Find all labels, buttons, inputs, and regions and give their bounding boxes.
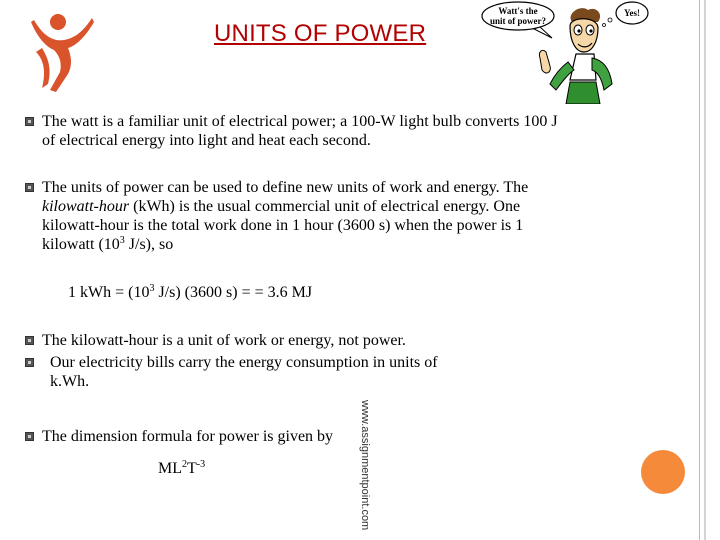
exponent: 3: [119, 235, 125, 246]
paragraph-line: The kilowatt-hour is a unit of work or energy, not power.: [42, 332, 406, 349]
exponent: 2: [182, 459, 187, 470]
paragraph-not-power: [42, 331, 406, 350]
paragraph-line: The dimension formula for power is given by: [42, 428, 334, 445]
bullet-icon: [25, 183, 33, 191]
decorative-circle: [641, 450, 685, 494]
paragraph-line: of electrical energy into light and heat each second.: [42, 132, 371, 149]
exponent: -3: [196, 459, 206, 470]
bullet-icon: [25, 432, 33, 440]
paragraph-line: The watt is a familiar unit of electrical power; a 100-W light bulb converts 100 J: [42, 113, 558, 130]
cartoon-question-line1: Watt's the: [498, 6, 538, 16]
paragraph-text: kilowatt (10: [42, 236, 120, 253]
formula-text: ML: [158, 460, 182, 477]
paragraph-line: kilowatt-hour is the total work done in 1 hour (3600 s) when the power is 1: [42, 217, 524, 234]
cartoon-answer: Yes!: [624, 8, 640, 18]
paragraph-line: k.Wh.: [50, 373, 90, 390]
kwh-equation: [68, 283, 312, 302]
paragraph-text: (kWh) is the usual commercial unit of electrical energy. One: [129, 198, 521, 215]
exponent: 3: [149, 283, 155, 294]
bullet-icon: [25, 336, 33, 344]
paragraph-electricity-bills: [50, 353, 438, 391]
equation-text: 1 kWh = (10: [68, 284, 150, 301]
paragraph-text: J/s), so: [124, 236, 174, 253]
slide-border-line: [699, 0, 700, 540]
paragraph-line: [42, 235, 528, 254]
paragraph-watt: [42, 112, 558, 150]
dimension-formula: [158, 459, 205, 478]
paragraph-dimension: [42, 427, 333, 446]
paragraph-line: Our electricity bills carry the energy consumption in units of: [50, 354, 438, 371]
bullet-icon: [25, 117, 33, 125]
paragraph-line: The units of power can be used to define new units of work and energy. The: [42, 179, 529, 196]
bullet-icon: [25, 358, 33, 366]
slide-border-line: [704, 0, 706, 540]
person-logo-icon: [28, 8, 98, 94]
paragraph-kilowatt-hour: [42, 178, 528, 254]
equation-text: J/s) (3600 s) = = 3.6 MJ: [154, 284, 313, 301]
page-title: UNITS OF POWER: [214, 20, 427, 47]
watermark: [357, 400, 371, 540]
paragraph-line: [42, 197, 528, 216]
watermark-text: www.assignmentpoint.com: [359, 400, 371, 531]
formula-text: T: [187, 460, 197, 477]
cartoon-question-line2: unit of power?: [490, 16, 546, 26]
kilowatt-hour-term: kilowatt-hour: [42, 198, 130, 215]
cartoon-man-icon: [480, 0, 650, 104]
